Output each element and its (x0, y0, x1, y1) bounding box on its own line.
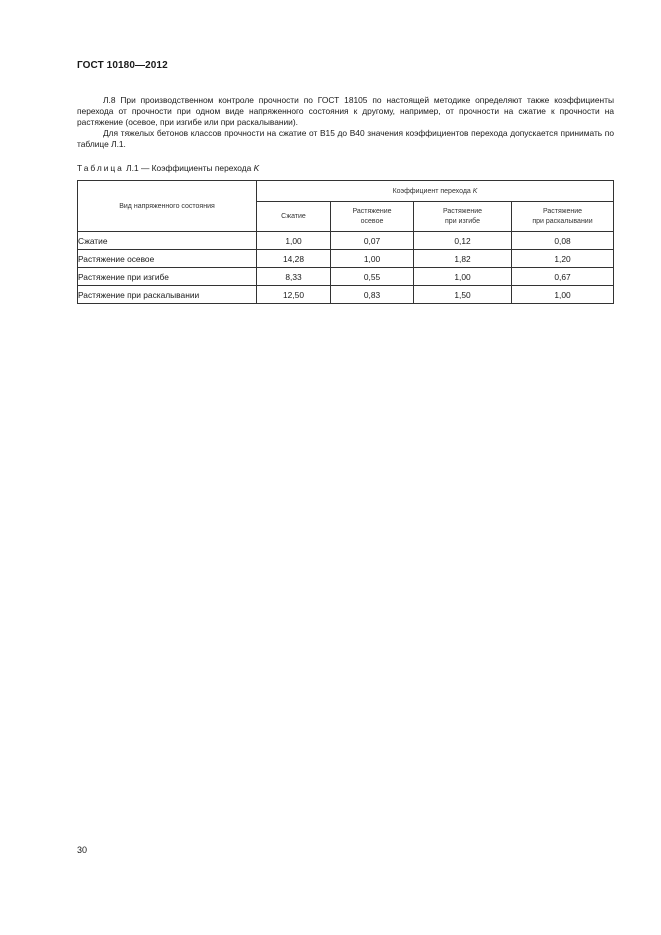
row-label: Растяжение при раскалывании (78, 286, 257, 304)
paragraph-l8 (77, 95, 614, 128)
column-header-compression (257, 202, 331, 232)
table-row (78, 232, 614, 250)
conversion-coefficients-table (77, 180, 614, 304)
column-header-line: Растяжение (442, 207, 483, 215)
column-header-bending-tension (414, 202, 512, 232)
table-cell: 1,00 (512, 286, 614, 304)
column-header-line: Растяжение (352, 207, 392, 215)
table-caption (77, 163, 259, 173)
column-header-line: при раскалывании (532, 217, 593, 225)
table-cell: 0,83 (331, 286, 414, 304)
column-header-line: при изгибе (445, 217, 480, 225)
paragraph-heavy-concrete (77, 128, 614, 150)
column-header-state: Вид напряженного состояния (78, 181, 257, 232)
table-row (78, 268, 614, 286)
document-header: ГОСТ 10180—2012 (77, 60, 168, 71)
table-cell: 0,12 (414, 232, 512, 250)
paragraph-text: Для тяжелых бетонов классов прочности на сжатие от В15 до В40 значения коэффициентов перехода допускается принимать по таблице Л.1. (77, 128, 614, 149)
table-row (78, 250, 614, 268)
table-cell: 1,00 (257, 232, 331, 250)
table-cell: 12,50 (257, 286, 331, 304)
table-row (78, 286, 614, 304)
table-cell: 1,50 (414, 286, 512, 304)
column-header-coefficient-text: Коэффициент перехода (392, 187, 473, 195)
column-header-coefficient (257, 181, 614, 202)
table-header-row (78, 181, 614, 202)
table-cell: 1,00 (414, 268, 512, 286)
table-cell: 0,55 (331, 268, 414, 286)
table-caption-prefix: Таблица (77, 163, 124, 173)
paragraph-text: Л.8 При производственном контроле прочности по ГОСТ 18105 по настоящей методике определяют также коэффициенты перехода от прочности при одном виде напряженного состояния к другому, например, от прочности на сжатие к прочности на растяжение (осевое, при изгибе или при раскалывании). (77, 95, 614, 127)
table-cell: 0,67 (512, 268, 614, 286)
table-cell: 1,82 (414, 250, 512, 268)
table-cell: 0,08 (512, 232, 614, 250)
table-caption-symbol: K (253, 163, 260, 173)
table-cell: 1,20 (512, 250, 614, 268)
row-label: Растяжение при изгибе (78, 268, 257, 286)
table-cell: 14,28 (257, 250, 331, 268)
table-cell: 1,00 (331, 250, 414, 268)
row-label: Сжатие (78, 232, 257, 250)
column-header-line: Растяжение (542, 207, 583, 215)
page-number: 30 (77, 845, 88, 855)
column-header-line: осевое (360, 217, 384, 225)
column-header-line: Сжатие (281, 212, 306, 220)
table-cell: 8,33 (257, 268, 331, 286)
column-header-coefficient-symbol: K (472, 187, 478, 195)
row-label: Растяжение осевое (78, 250, 257, 268)
column-header-splitting-tension (512, 202, 614, 232)
table-caption-title: Л.1 — Коэффициенты перехода (123, 163, 254, 173)
column-header-axial-tension (331, 202, 414, 232)
table-cell: 0,07 (331, 232, 414, 250)
